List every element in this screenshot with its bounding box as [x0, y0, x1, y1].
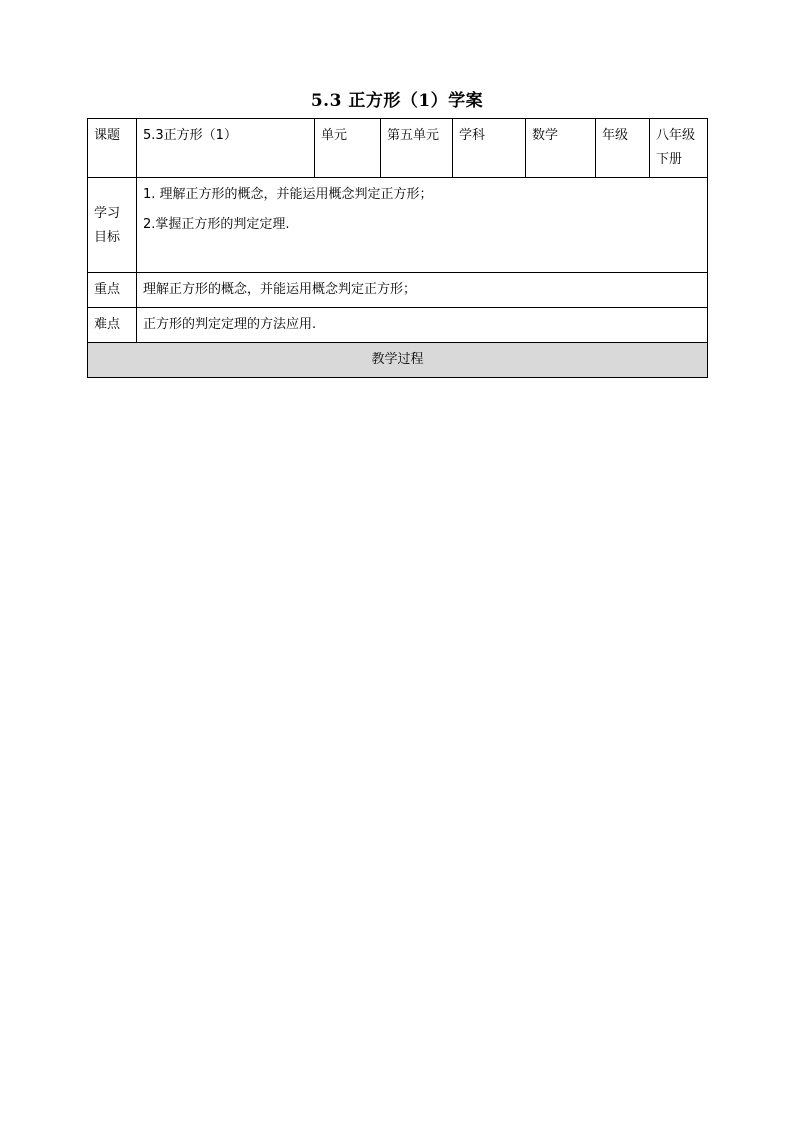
difficulty-label: 难点 — [88, 308, 137, 343]
topic-label: 课题 — [88, 119, 137, 178]
difficulty-value: 正方形的判定定理的方法应用. — [137, 308, 708, 343]
table-row — [88, 343, 708, 378]
grade-value — [650, 119, 708, 178]
goals-label-line2: 目标 — [94, 230, 121, 245]
table-row — [88, 308, 708, 343]
lesson-plan-table — [87, 118, 708, 378]
subject-value: 数学 — [526, 119, 596, 178]
key-point-value: 理解正方形的概念，并能运用概念判定正方形； — [137, 273, 708, 308]
key-point-label: 重点 — [88, 273, 137, 308]
unit-value: 第五单元 — [381, 119, 453, 178]
goals-label — [88, 178, 137, 273]
grade-value-line2: 下册 — [656, 152, 683, 167]
grade-value-line1: 八年级 — [656, 128, 696, 143]
subject-label: 学科 — [453, 119, 526, 178]
goal-item: 1. 理解正方形的概念，并能运用概念判定正方形； — [143, 187, 433, 202]
goal-item: 2.掌握正方形的判定定理. — [143, 217, 290, 232]
teaching-process-header: 教学过程 — [88, 343, 708, 378]
unit-label: 单元 — [315, 119, 381, 178]
goals-label-line1: 学习 — [94, 206, 121, 221]
table-row — [88, 119, 708, 178]
table-row — [88, 273, 708, 308]
table-row — [88, 178, 708, 273]
topic-value: 5.3正方形（1） — [137, 119, 315, 178]
goals-value — [137, 178, 708, 273]
grade-label: 年级 — [596, 119, 650, 178]
page-title: 5.3 正方形（1）学案 — [310, 91, 484, 111]
